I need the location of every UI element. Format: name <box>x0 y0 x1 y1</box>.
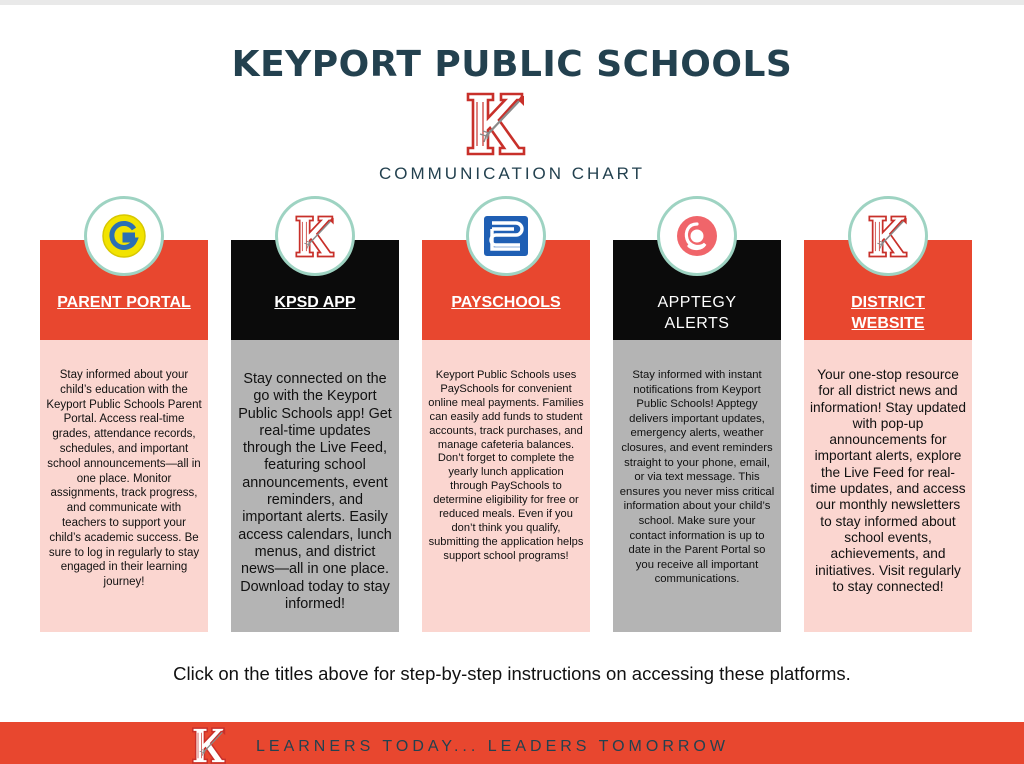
parent-portal-description: Stay informed about your child’s education with the Keyport Public Schools Parent Portal. Access real-time grades, attendance records, schedules, and important school announcements—all in one place. Monitor assignments, track progress, and communicate with teachers to support your child’s academic success. Be sure to log in regularly to stay engaged in their learning journey! <box>46 369 202 589</box>
payschools-card <box>422 196 590 632</box>
apptegy-alerts-description: Stay informed with instant notifications from Keyport Public Schools! Apptegy delivers important updates, emergency alerts, weather closures, and event reminders straight to your phone, email, or via text message. This ensures you never miss critical information about your child’s school. Make sure your contact information is up to date in the Parent Portal so you receive all important communications. <box>619 369 775 586</box>
icon-circle <box>466 196 546 276</box>
keyport-k-logo-icon <box>190 727 228 764</box>
parent-portal-card <box>40 196 208 632</box>
apptegy-alerts-label: APPTEGY ALERTS <box>657 294 737 332</box>
apptegy-alerts-card <box>613 196 781 632</box>
kpsd-app-description: Stay connected on the go with the Keyport Public Schools app! Get real-time updates through the Live Feed, featuring school announcements, event reminders, and important alerts. Easily access calendars, lunch menus, and district news—all in one place. Download today to stay informed! <box>238 371 392 612</box>
instructions-note: Click on the titles above for step-by-step instructions on accessing these platforms. <box>173 663 851 684</box>
keyport-k-logo-icon <box>466 92 526 156</box>
keyport-k-logo-icon <box>295 215 335 258</box>
keyport-k-logo-icon <box>868 215 908 258</box>
genesis-g-icon <box>100 212 148 260</box>
payschools-link[interactable]: PAYSCHOOLS <box>451 294 561 311</box>
district-website-link[interactable]: DISTRICT WEBSITE <box>851 294 925 332</box>
kpsd-app-link[interactable]: KPSD APP <box>274 294 356 311</box>
payschools-description: Keyport Public Schools uses PaySchools for convenient online meal payments. Families can easily add funds to student accounts, track purchases, and manage cafeteria balances. Don’t forget to complete the yearly lunch application through PaySchools to determine eligibility for free or reduced meals. Even if you don’t think you qualify, submitting the application helps support school programs! <box>428 369 584 562</box>
district-website-description: Your one-stop resource for all district news and information! Stay updated with pop-up announcements for important alerts, explore the Live Feed for real-time updates, and access our monthly newsletters to stay informed about school events, achievements, and initiatives. Visit regularly to stay connected! <box>810 367 966 594</box>
icon-circle <box>848 196 928 276</box>
icon-circle <box>657 196 737 276</box>
page-title: KEYPORT PUBLIC SCHOOLS <box>231 44 793 85</box>
icon-circle <box>275 196 355 276</box>
district-website-card <box>804 196 972 632</box>
top-rule <box>0 0 1024 5</box>
kpsd-app-card <box>231 196 399 632</box>
footer-tagline: LEARNERS TODAY... LEADERS TOMORROW <box>256 738 729 755</box>
page-subtitle: COMMUNICATION CHART <box>378 164 646 183</box>
payschools-icon <box>483 215 529 257</box>
icon-circle <box>84 196 164 276</box>
parent-portal-link[interactable]: PARENT PORTAL <box>57 294 191 311</box>
apptegy-icon <box>674 213 720 259</box>
